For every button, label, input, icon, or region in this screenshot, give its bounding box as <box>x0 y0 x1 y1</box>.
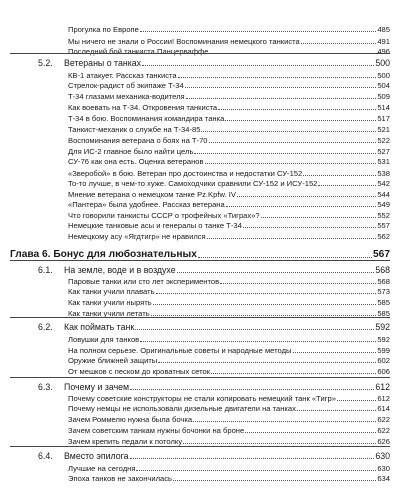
entry-title: Паровые танки или сто лет экспериментов <box>68 276 220 286</box>
section-divider <box>10 377 390 378</box>
entry-title: Немецкому асу «Ягдтигр» не нравился <box>68 232 206 242</box>
dot-leader <box>130 458 375 459</box>
page-number: 612 <box>377 393 390 403</box>
dot-leader <box>198 257 372 258</box>
section-entry <box>38 56 390 68</box>
entry-title <box>38 58 141 68</box>
entry-title: Танкист-механик о службе на Т-34-85 <box>68 125 201 134</box>
dot-leader <box>193 421 376 422</box>
page-number: 573 <box>377 287 390 297</box>
dot-leader <box>186 98 377 99</box>
section-title: На земле, воде и в воздухе <box>64 264 176 275</box>
entry-title: Последний бой танкиста Панцерваффе <box>68 47 209 57</box>
toc-entry <box>68 111 390 123</box>
entry-title: Т-34 в бою. Воспоминания командира танка <box>68 113 225 123</box>
entry-title: Эпоха танков не закончилась <box>68 474 172 484</box>
dot-leader <box>205 163 377 164</box>
page-number: 496 <box>377 47 390 57</box>
entry-title: Как танки учили плавать <box>68 287 155 297</box>
page-number: 592 <box>375 322 390 333</box>
dot-leader <box>153 304 377 305</box>
page-number: 504 <box>377 81 390 91</box>
dot-leader <box>151 315 377 316</box>
page-number: 549 <box>377 200 390 210</box>
page-number: 606 <box>377 366 390 376</box>
toc-entry <box>68 218 390 230</box>
page-number: 544 <box>377 189 390 199</box>
dot-leader <box>140 341 376 342</box>
entry-title: Немецкие танковые асы и генералы о танке Т-34 <box>68 221 242 230</box>
section-divider <box>10 260 390 261</box>
toc-entry <box>68 434 390 446</box>
entry-title: Для ИС-2 главное было найти цель <box>68 146 194 156</box>
dot-leader <box>140 31 376 32</box>
toc-entry <box>68 44 390 56</box>
page-number: 500 <box>375 57 390 68</box>
page-number: 614 <box>377 404 390 414</box>
page-number: 491 <box>377 36 390 46</box>
page-number: 568 <box>375 264 390 275</box>
toc-entry <box>68 229 390 241</box>
page-number: 592 <box>377 334 390 344</box>
entry-title: Прогулка по Европе <box>68 25 139 35</box>
section-entry <box>38 263 390 275</box>
page-number: 622 <box>377 414 390 424</box>
entry-title: Т-34 глазами механика-водителя <box>68 91 185 101</box>
page-number: 634 <box>377 474 390 484</box>
section-title: Как поймать танк <box>64 322 135 333</box>
dot-leader <box>173 480 376 481</box>
entry-title: Как воевать на Т-34. Откровения танкиста <box>68 103 218 113</box>
section-divider <box>10 53 390 54</box>
entry-title: КВ-1 атакует. Рассказ танкиста <box>68 70 177 80</box>
dot-leader <box>183 443 376 444</box>
page-number: 517 <box>377 113 390 123</box>
section-number: 6.2. <box>38 322 53 333</box>
page-number: 485 <box>377 25 390 35</box>
page-number: 527 <box>377 146 390 156</box>
dot-leader <box>225 120 376 121</box>
toc-entry <box>68 412 390 424</box>
toc-entry <box>68 332 390 344</box>
page-number: 602 <box>377 356 390 366</box>
page-number: 630 <box>377 463 390 473</box>
page-number: 622 <box>377 426 390 436</box>
page-number: 531 <box>377 157 390 167</box>
dot-leader <box>243 227 377 228</box>
entry-title: Зачем Роммелю нужна была бочка <box>68 414 193 424</box>
section-entry <box>38 320 390 332</box>
entry-title: Зачем советским танкам нужны бочонки на броне <box>68 426 245 436</box>
section-title: Вместо эпилога <box>64 451 129 462</box>
page-number: 514 <box>377 103 390 113</box>
dot-leader <box>211 373 376 374</box>
page-number: 562 <box>377 232 390 242</box>
entry-title: Мы ничего не знали о России! Воспоминания немецкого танкиста <box>68 36 300 46</box>
section-title: Почему и зачем <box>64 381 130 392</box>
page-number: 538 <box>377 168 390 178</box>
dot-leader <box>135 329 374 330</box>
page-number: 567 <box>373 248 390 260</box>
entry-title: Как танки учили нырять <box>68 297 152 307</box>
page-number: 522 <box>377 135 390 145</box>
entry-title: Зачем крепить педали к потолку <box>68 436 183 446</box>
page-number: 521 <box>377 125 390 134</box>
section-divider <box>10 317 390 318</box>
dot-leader <box>130 389 374 390</box>
section-entry <box>38 380 390 392</box>
toc-entry <box>68 471 390 483</box>
entry-title: Как танки учили летать <box>68 309 150 319</box>
page-number: 509 <box>377 91 390 101</box>
entry-title: Что говорили танкисты СССР о трофейных «Тиграх»? <box>68 210 260 220</box>
page-number: 626 <box>377 436 390 446</box>
dot-leader <box>142 65 374 66</box>
page-number: 599 <box>377 345 390 355</box>
section-number: 6.4. <box>38 451 53 462</box>
dot-leader <box>207 238 377 239</box>
page-number: 585 <box>377 297 390 307</box>
section-title: Ветераны о танках <box>64 57 142 68</box>
toc-entry <box>68 295 390 307</box>
entry-title: Глава 6. Бонус для любознательных <box>10 248 197 260</box>
page-number: 585 <box>377 309 390 319</box>
entry-title: Стрелок-радист об экипаже Т-34 <box>68 81 184 91</box>
entry-title: СУ-76 как она есть. Оценка ветеранов <box>68 157 204 167</box>
entry-title: Ловушки для танков <box>68 334 140 344</box>
toc-entry <box>68 22 390 34</box>
entry-title: Почему немцы не использовали дизельные двигатели на танках <box>68 404 296 414</box>
page-number: 612 <box>375 381 390 392</box>
section-number: 5.2. <box>38 57 53 68</box>
entry-title: «Зверобой» в бою. Ветеран про достоинства и недостатки СУ-152 <box>68 168 303 178</box>
section-divider <box>10 446 390 447</box>
entry-title: То-то лучше, в чем-то хуже. Самоходчики сравнили СУ-152 и ИСУ-152 <box>68 179 318 189</box>
toc-entry <box>68 133 390 145</box>
page-number: 552 <box>377 210 390 220</box>
entry-title: На полном серьезе. Оригинальные советы и народные методы <box>68 345 292 355</box>
toc-entry <box>68 364 390 376</box>
toc-entry <box>68 154 390 166</box>
entry-title: Оружие ближней защиты <box>68 356 158 366</box>
section-number: 6.1. <box>38 264 53 275</box>
entry-title: От мешков с песком до кроватных сеток <box>68 366 211 376</box>
chapter-entry <box>10 248 390 260</box>
section-number: 6.3. <box>38 381 53 392</box>
entry-title: Мнение ветерана о немецком танке Pz.Kpfw. IV <box>68 189 236 199</box>
page-number: 568 <box>377 276 390 286</box>
entry-title: «Пантера» была удобнее. Рассказ ветерана <box>68 200 225 210</box>
entry-title: Воспоминания ветерана о боях на Т-70 <box>68 135 208 145</box>
page-number: 500 <box>377 70 390 80</box>
section-entry <box>38 449 390 461</box>
entry-title: Почему советские конструкторы не стали копировать немецкий танк «Тигр» <box>68 393 336 403</box>
dot-leader <box>177 272 375 273</box>
page-number: 630 <box>375 451 390 462</box>
entry-title: Лучшие на сегодня <box>68 463 136 473</box>
dot-leader <box>209 142 377 143</box>
page-number: 542 <box>377 179 390 189</box>
page-number: 557 <box>377 221 390 230</box>
toc-entry <box>68 89 390 101</box>
